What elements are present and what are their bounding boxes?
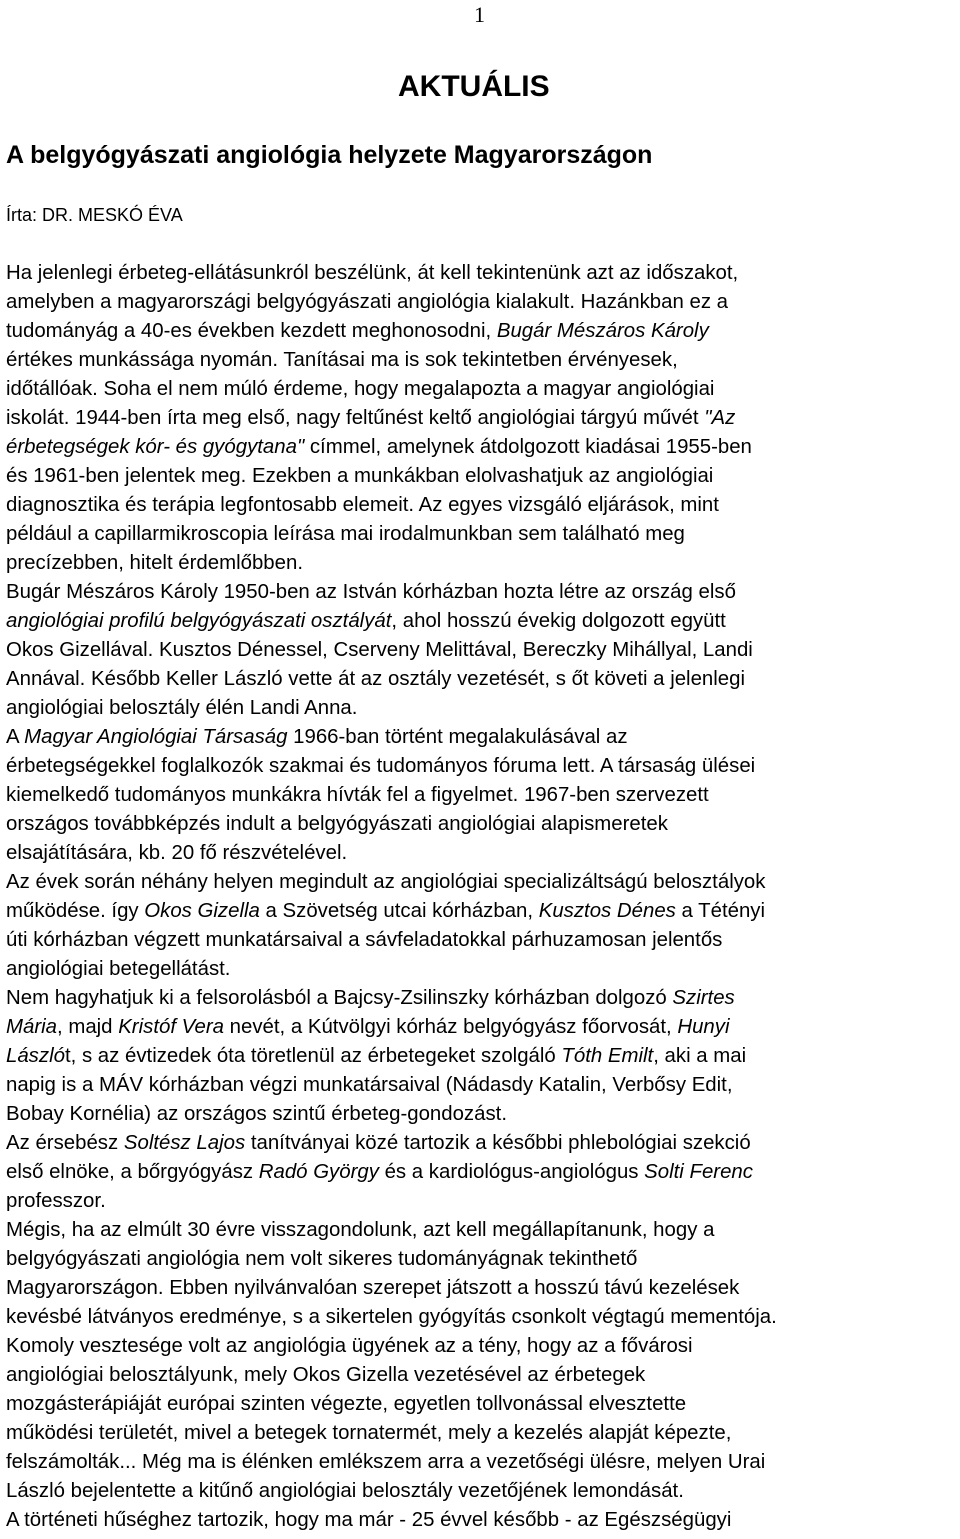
italic-text: Mária	[6, 1016, 57, 1038]
text-segment: tudományág a 40-es években kezdett meghonosodni,	[6, 320, 497, 342]
text-segment: például a capillarmikroscopia leírása mai irodalmunkban sem található meg	[6, 523, 685, 545]
page-number: 1	[474, 2, 485, 27]
text-segment: Bobay Kornélia) az országos szintű érbeteg-gondozást.	[6, 1103, 507, 1125]
article-body	[6, 259, 954, 1535]
article-title: A belgyógyászati angiológia helyzete Magyarországon	[6, 141, 653, 169]
text-line	[6, 839, 954, 868]
text-segment: első elnöke, a bőrgyógyász	[6, 1161, 259, 1183]
text-segment: országos továbbképzés indult a belgyógyászati angiológiai alapismeretek	[6, 813, 668, 835]
italic-text: Kristóf Vera	[118, 1016, 224, 1038]
text-line	[6, 317, 954, 346]
text-line	[6, 984, 954, 1013]
text-segment: működése. így	[6, 900, 145, 922]
italic-text: László	[6, 1045, 65, 1067]
text-line	[6, 1332, 954, 1361]
text-segment: precízebben, hitelt érdemlőbben.	[6, 552, 303, 574]
text-segment: napig is a MÁV kórházban végzi munkatársaival (Nádasdy Katalin, Verbősy Edit,	[6, 1074, 733, 1096]
text-line	[6, 926, 954, 955]
text-segment: úti kórházban végzett munkatársaival a sávfeladatokkal párhuzamosan jelentős	[6, 929, 723, 951]
text-line	[6, 897, 954, 926]
text-line	[6, 1506, 954, 1535]
text-line	[6, 433, 954, 462]
text-segment: A	[6, 726, 25, 748]
text-segment: elsajátítására, kb. 20 fő részvételével.	[6, 842, 348, 864]
text-line	[6, 375, 954, 404]
text-segment: A történeti hűséghez tartozik, hogy ma már - 25 évvel később - az Egészségügyi	[6, 1509, 732, 1531]
text-line	[6, 752, 954, 781]
italic-text: érbetegségek kór- és gyógytana"	[6, 436, 305, 458]
text-line	[6, 288, 954, 317]
text-line	[6, 636, 954, 665]
text-line	[6, 520, 954, 549]
text-line	[6, 1216, 954, 1245]
text-line	[6, 346, 954, 375]
text-line	[6, 1013, 954, 1042]
text-segment: Ha jelenlegi érbeteg-ellátásunkról beszélünk, át kell tekintenünk azt az időszakot,	[6, 262, 739, 284]
text-segment: Az érsebész	[6, 1132, 124, 1154]
text-line	[6, 491, 954, 520]
text-line	[6, 1158, 954, 1187]
text-line	[6, 1361, 954, 1390]
text-line	[6, 1187, 954, 1216]
text-line	[6, 694, 954, 723]
italic-text: Okos Gizella	[144, 900, 260, 922]
text-segment: működési területét, mivel a betegek tornatermét, mely a kezelés alapját képezte,	[6, 1422, 732, 1444]
text-segment: címmel, amelynek átdolgozott kiadásai 1955-ben	[304, 436, 752, 458]
text-segment: Magyarországon. Ebben nyilvánvalóan szerepet játszott a hosszú távú kezelések	[6, 1277, 740, 1299]
text-segment: , majd	[57, 1016, 119, 1038]
text-segment: diagnosztika és terápia legfontosabb elemeit. Az egyes vizsgáló eljárások, mint	[6, 494, 719, 516]
text-segment: t, s az évtizedek óta töretlenül az érbetegeket szolgáló	[64, 1045, 562, 1067]
text-segment: a Tétényi	[675, 900, 766, 922]
text-segment: angiológiai belosztályunk, mely Okos Gizella vezetésével az érbetegek	[6, 1364, 646, 1386]
text-line	[6, 549, 954, 578]
text-line	[6, 781, 954, 810]
italic-text: Kusztos Dénes	[538, 900, 676, 922]
text-line	[6, 607, 954, 636]
text-segment: értékes munkássága nyomán. Tanításai ma is sok tekintetben érvényesek,	[6, 349, 678, 371]
italic-text: Hunyi	[677, 1016, 730, 1038]
text-segment: professzor.	[6, 1190, 106, 1212]
text-segment: László bejelentette a kitűnő angiológiai belosztály vezetőjének lemondását.	[6, 1480, 684, 1502]
italic-text: "Az	[704, 407, 736, 429]
italic-text: Szirtes	[672, 987, 735, 1009]
text-line	[6, 810, 954, 839]
text-line	[6, 1071, 954, 1100]
text-line	[6, 1274, 954, 1303]
italic-text: Tóth Emilt	[561, 1045, 654, 1067]
text-line	[6, 868, 954, 897]
text-line	[6, 1042, 954, 1071]
text-segment: Annával. Később Keller László vette át az osztály vezetését, s őt követi a jelenlegi	[6, 668, 746, 690]
text-line	[6, 1303, 954, 1332]
text-line	[6, 1477, 954, 1506]
text-segment: Nem hagyhatjuk ki a felsorolásból a Bajcsy-Zsilinszky kórházban dolgozó	[6, 987, 673, 1009]
section-title: AKTUÁLIS	[398, 70, 550, 103]
text-segment: tanítványai közé tartozik a későbbi phlebológiai szekció	[245, 1132, 751, 1154]
text-segment: felszámolták... Még ma is élénken emlékszem arra a vezetőségi ülésre, melyen Urai	[6, 1451, 766, 1473]
text-segment: kevésbé látványos eredménye, s a sikertelen gyógyítás csonkolt végtagú mementója.	[6, 1306, 777, 1328]
text-segment: Bugár Mészáros Károly 1950-ben az István kórházban hozta létre az ország első	[6, 581, 736, 603]
text-line	[6, 1100, 954, 1129]
text-line	[6, 1419, 954, 1448]
text-line	[6, 665, 954, 694]
text-segment: a Szövetség utcai kórházban,	[259, 900, 539, 922]
text-segment: mozgásterápiáját európai szinten végezte, egyetlen tollvonással elvesztette	[6, 1393, 687, 1415]
text-segment: Mégis, ha az elmúlt 30 évre visszagondolunk, azt kell megállapítanunk, hogy a	[6, 1219, 715, 1241]
italic-text: Radó György	[258, 1161, 379, 1183]
text-segment: amelyben a magyarországi belgyógyászati angiológia kialakult. Hazánkban ez a	[6, 291, 729, 313]
text-line	[6, 578, 954, 607]
text-segment: kiemelkedő tudományos munkákra hívták fel a figyelmet. 1967-ben szervezett	[6, 784, 709, 806]
text-line	[6, 1245, 954, 1274]
italic-text: angiológiai profilú belgyógyászati osztályát	[6, 610, 392, 632]
text-line	[6, 1390, 954, 1419]
text-line	[6, 259, 954, 288]
text-segment: Okos Gizellával. Kusztos Dénessel, Cserveny Melittával, Bereczky Mihállyal, Landi	[6, 639, 753, 661]
text-line	[6, 723, 954, 752]
text-segment: , aki a mai	[653, 1045, 747, 1067]
author-byline: Írta: DR. MESKÓ ÉVA	[6, 205, 183, 225]
text-segment: iskolát. 1944-ben írta meg első, nagy feltűnést keltő angiológiai tárgyú művét	[6, 407, 705, 429]
text-segment: belgyógyászati angiológia nem volt sikeres tudományágnak tekinthető	[6, 1248, 638, 1270]
text-line	[6, 462, 954, 491]
italic-text: Soltész Lajos	[123, 1132, 246, 1154]
italic-text: Bugár Mészáros Károly	[496, 320, 709, 342]
text-line	[6, 1129, 954, 1158]
text-line	[6, 1448, 954, 1477]
text-segment: és 1961-ben jelentek meg. Ezekben a munkákban elolvashatjuk az angiológiai	[6, 465, 714, 487]
text-segment: angiológiai betegellátást.	[6, 958, 231, 980]
text-segment: érbetegségekkel foglalkozók szakmai és tudományos fóruma lett. A társaság ülései	[6, 755, 756, 777]
text-segment: Komoly vesztesége volt az angiológia ügyének az a tény, hogy az a fővárosi	[6, 1335, 693, 1357]
italic-text: Solti Ferenc	[644, 1161, 753, 1183]
text-segment: 1966-ban történt megalakulásával az	[287, 726, 628, 748]
text-segment: időtállóak. Soha el nem múló érdeme, hogy megalapozta a magyar angiológiai	[6, 378, 715, 400]
text-segment: nevét, a Kútvölgyi kórház belgyógyász főorvosát,	[223, 1016, 678, 1038]
text-line	[6, 955, 954, 984]
text-segment: angiológiai belosztály élén Landi Anna.	[6, 697, 358, 719]
text-line	[6, 404, 954, 433]
text-segment: , ahol hosszú évekig dolgozott együtt	[391, 610, 726, 632]
text-segment: és a kardiológus-angiológus	[378, 1161, 645, 1183]
italic-text: Magyar Angiológiai Társaság	[24, 726, 288, 748]
text-segment: Az évek során néhány helyen megindult az angiológiai specializáltságú belosztályok	[6, 871, 766, 893]
